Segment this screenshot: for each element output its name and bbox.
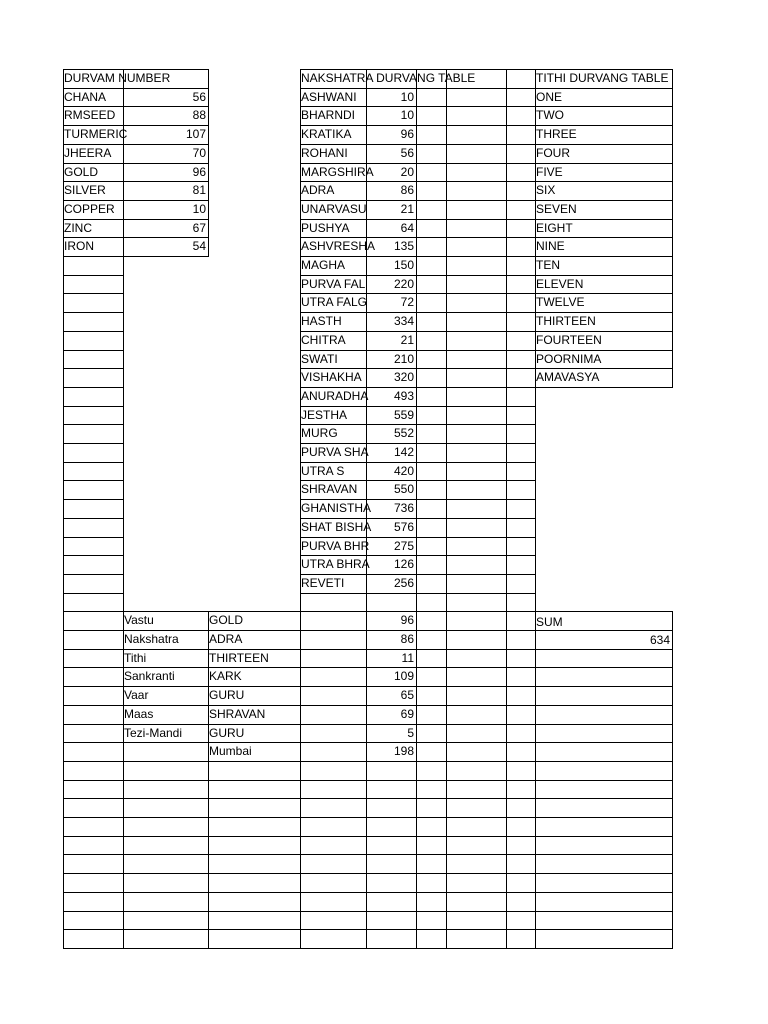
grid-line [300,873,536,874]
nakshatra-header[interactable]: NAKSHATRA DURVANG TABLE [301,71,476,85]
nakshatra-value-cell[interactable]: 86 [400,183,414,197]
summary-value-cell[interactable]: 11 [401,651,414,665]
grid-line [63,742,124,743]
tithi-name-cell[interactable]: EIGHT [536,221,573,235]
summary-item-cell[interactable]: GOLD [209,613,244,627]
grid-line [123,873,301,874]
grid-line [535,667,673,668]
summary-label-cell[interactable]: Tithi [124,651,147,665]
nakshatra-name-cell[interactable]: UNARVASU [301,202,367,216]
nakshatra-name-cell[interactable]: JESTHA [301,408,348,422]
durvam-value-cell[interactable]: 67 [192,221,206,235]
durvam-value-cell[interactable]: 54 [192,239,206,253]
grid-line [63,929,124,930]
nakshatra-value-cell[interactable]: 420 [393,464,414,478]
nakshatra-value-cell[interactable]: 493 [393,389,414,403]
nakshatra-value-cell[interactable]: 320 [393,370,414,384]
nakshatra-name-cell[interactable]: UTRA S [301,464,345,478]
nakshatra-value-cell[interactable]: 96 [400,127,414,141]
grid-line [63,724,124,725]
durvam-name-cell[interactable]: IRON [64,239,94,253]
tithi-name-cell[interactable]: TWELVE [536,295,585,309]
grid-line [63,630,124,631]
nakshatra-name-cell[interactable]: CHITRA [301,333,346,347]
nakshatra-name-cell[interactable]: UTRA FALG [301,295,368,309]
grid-line [535,742,673,743]
grid-line [63,854,124,855]
grid-line [123,892,301,893]
grid-line [63,761,124,762]
summary-item-cell[interactable]: THIRTEEN [209,651,269,665]
nakshatra-name-cell[interactable]: MARGSHIRA [301,165,374,179]
nakshatra-name-cell[interactable]: ROHANI [301,146,348,160]
grid-line [535,649,673,650]
summary-label-cell[interactable]: Vastu [124,613,154,627]
grid-line [300,780,536,781]
summary-item-cell[interactable]: Mumbai [209,744,252,758]
summary-label-cell[interactable]: Sankranti [124,669,175,683]
nakshatra-value-cell[interactable]: 64 [400,221,414,235]
grid-line [535,705,673,706]
grid-line [63,836,124,837]
nakshatra-name-cell[interactable]: SWATI [301,352,338,366]
grid-line [535,892,673,893]
nakshatra-name-cell[interactable]: REVETI [301,576,345,590]
grid-line [300,667,536,668]
grid-line [300,742,536,743]
grid-line [123,911,301,912]
tithi-name-cell[interactable]: FIVE [536,165,563,179]
grid-line [63,499,124,500]
tithi-name-cell[interactable]: AMAVASYA [536,370,600,384]
grid-line [300,649,536,650]
durvam-name-cell[interactable]: COPPER [64,202,115,216]
grid-line [535,929,673,930]
tithi-header[interactable]: TITHI DURVANG TABLE [536,71,669,85]
grid-line [63,462,124,463]
grid-line [535,387,673,388]
summary-item-cell[interactable]: SHRAVAN [209,707,266,721]
grid-line [63,537,124,538]
summary-value-cell[interactable]: 96 [400,613,414,627]
nakshatra-value-cell[interactable]: 150 [393,258,414,272]
nakshatra-value-cell[interactable]: 576 [393,520,414,534]
nakshatra-name-cell[interactable]: HASTH [301,314,342,328]
grid-line [63,611,124,612]
nakshatra-value-cell[interactable]: 736 [393,501,414,515]
grid-line [300,593,536,594]
grid-line [416,69,417,949]
grid-line [300,761,536,762]
summary-value-cell[interactable]: 198 [393,744,414,758]
grid-line [300,817,536,818]
durvam-name-cell[interactable]: GOLD [64,165,99,179]
nakshatra-value-cell[interactable]: 20 [400,165,414,179]
nakshatra-name-cell[interactable]: ASHWANI [301,90,357,104]
nakshatra-name-cell[interactable]: SHAT BISHA [301,520,372,534]
nakshatra-name-cell[interactable]: PUSHYA [301,221,350,235]
grid-line [123,929,301,930]
grid-line [535,724,673,725]
grid-line [63,368,124,369]
durvam-name-cell[interactable]: ZINC [64,221,92,235]
summary-value-cell[interactable]: 5 [407,726,414,740]
grid-line [63,780,124,781]
grid-line [123,256,209,257]
nakshatra-value-cell[interactable]: 21 [400,202,414,216]
grid-line [535,798,673,799]
summary-value-cell[interactable]: 65 [400,688,414,702]
grid-line [63,331,124,332]
durvam-value-cell[interactable]: 56 [192,90,206,104]
tithi-name-cell[interactable]: ELEVEN [536,277,584,291]
grid-line [208,69,209,257]
grid-line [300,798,536,799]
nakshatra-value-cell[interactable]: 10 [400,108,414,122]
grid-line [63,593,124,594]
durvam-value-cell[interactable]: 107 [185,127,206,141]
grid-line [63,293,124,294]
nakshatra-name-cell[interactable]: PURVA FAL [301,277,366,291]
nakshatra-name-cell[interactable]: KRATIKA [301,127,352,141]
nakshatra-value-cell[interactable]: 256 [393,576,414,590]
grid-line [446,69,447,949]
grid-line [63,873,124,874]
nakshatra-value-cell[interactable]: 334 [393,314,414,328]
tithi-name-cell[interactable]: THREE [536,127,577,141]
nakshatra-value-cell[interactable]: 559 [393,408,414,422]
grid-line [672,69,673,388]
nakshatra-value-cell[interactable]: 21 [400,333,414,347]
nakshatra-value-cell[interactable]: 135 [393,239,414,253]
grid-line [123,817,301,818]
nakshatra-value-cell[interactable]: 550 [393,482,414,496]
grid-line [535,817,673,818]
grid-line [63,518,124,519]
grid-line [63,817,124,818]
tithi-name-cell[interactable]: SIX [536,183,556,197]
tithi-name-cell[interactable]: NINE [536,239,565,253]
sum-label[interactable]: SUM [536,615,563,629]
summary-item-cell[interactable]: GURU [209,726,245,740]
tithi-name-cell[interactable]: THIRTEEN [536,314,596,328]
grid-line [300,929,536,930]
nakshatra-value-cell[interactable]: 10 [400,90,414,104]
grid-line [63,686,124,687]
nakshatra-value-cell[interactable]: 275 [393,539,414,553]
grid-line [672,611,673,949]
grid-line [63,892,124,893]
grid-line [63,443,124,444]
durvam-value-cell[interactable]: 70 [192,146,206,160]
grid-line [535,911,673,912]
grid-line [300,892,536,893]
tithi-name-cell[interactable]: TWO [536,108,564,122]
nakshatra-value-cell[interactable]: 220 [393,277,414,291]
grid-line [63,350,124,351]
nakshatra-value-cell[interactable]: 56 [400,146,414,160]
summary-label-cell[interactable]: Maas [124,707,154,721]
summary-value-cell[interactable]: 109 [393,669,414,683]
grid-line [300,686,536,687]
nakshatra-name-cell[interactable]: BHARNDI [301,108,356,122]
grid-line [535,611,673,612]
summary-value-cell[interactable]: 69 [400,707,414,721]
grid-line [535,761,673,762]
durvam-header[interactable]: DURVAM NUMBER [64,71,171,85]
grid-line [63,256,124,257]
summary-item-cell[interactable]: KARK [209,669,242,683]
grid-line [535,948,673,949]
grid-line [300,911,536,912]
durvam-name-cell[interactable]: JHEERA [64,146,112,160]
summary-value-cell[interactable]: 86 [400,632,414,646]
grid-line [63,948,124,949]
summary-label-cell[interactable]: Vaar [124,688,149,702]
grid-line [63,798,124,799]
nakshatra-value-cell[interactable]: 210 [393,352,414,366]
grid-line [63,555,124,556]
grid-line [535,780,673,781]
grid-line [506,69,507,949]
durvam-name-cell[interactable]: SILVER [64,183,106,197]
tithi-name-cell[interactable]: POORNIMA [536,352,602,366]
grid-line [63,424,124,425]
tithi-name-cell[interactable]: FOURTEEN [536,333,602,347]
durvam-value-cell[interactable]: 10 [192,202,206,216]
nakshatra-name-cell[interactable]: UTRA BHRA [301,557,370,571]
grid-line [63,911,124,912]
durvam-name-cell[interactable]: TURMERIC [64,127,128,141]
nakshatra-name-cell[interactable]: ANURADHA [301,389,369,403]
grid-line [535,873,673,874]
grid-line [300,630,536,631]
grid-line [123,798,301,799]
grid-line [63,275,124,276]
grid-line [63,649,124,650]
grid-line [300,611,536,612]
sum-value[interactable]: 634 [649,633,670,647]
grid-line [63,312,124,313]
tithi-name-cell[interactable]: SEVEN [536,202,577,216]
nakshatra-value-cell[interactable]: 126 [393,557,414,571]
summary-label-cell[interactable]: Tezi-Mandi [124,726,183,740]
summary-label-cell[interactable] [123,742,208,760]
durvam-name-cell[interactable]: RMSEED [64,108,116,122]
nakshatra-value-cell[interactable]: 72 [400,295,414,309]
grid-line [123,761,301,762]
nakshatra-name-cell[interactable]: PURVA BHR [301,539,370,553]
grid-line [63,574,124,575]
summary-label-cell[interactable]: Nakshatra [124,632,179,646]
grid-line [300,724,536,725]
grid-line [63,480,124,481]
grid-line [123,836,301,837]
grid-line [63,387,124,388]
durvam-name-cell[interactable]: CHANA [64,90,107,104]
nakshatra-name-cell[interactable]: VISHAKHA [301,370,362,384]
grid-line [63,406,124,407]
durvam-value-cell[interactable]: 88 [192,108,206,122]
nakshatra-name-cell[interactable]: PURVA SHA [301,445,369,459]
tithi-name-cell[interactable]: FOUR [536,146,570,160]
grid-line [300,948,536,949]
nakshatra-name-cell[interactable]: MAGHA [301,258,346,272]
grid-line [63,705,124,706]
grid-line [535,686,673,687]
grid-line [123,854,301,855]
grid-line [300,836,536,837]
grid-line [535,836,673,837]
summary-item-cell[interactable]: GURU [209,688,245,702]
durvam-value-cell[interactable]: 96 [192,165,206,179]
tithi-name-cell[interactable]: ONE [536,90,563,104]
summary-item-cell[interactable]: ADRA [209,632,243,646]
grid-line [123,780,301,781]
nakshatra-name-cell[interactable]: ASHVRESHA [301,239,376,253]
tithi-name-cell[interactable]: TEN [536,258,560,272]
nakshatra-name-cell[interactable]: GHANISTHA [301,501,372,515]
nakshatra-name-cell[interactable]: MURG [301,426,338,440]
grid-line [300,854,536,855]
nakshatra-name-cell[interactable]: ADRA [301,183,335,197]
nakshatra-value-cell[interactable]: 552 [393,426,414,440]
grid-line [300,705,536,706]
grid-line [123,948,301,949]
nakshatra-name-cell[interactable]: SHRAVAN [301,482,358,496]
grid-line [535,854,673,855]
grid-line [63,667,124,668]
durvam-value-cell[interactable]: 81 [192,183,206,197]
nakshatra-value-cell[interactable]: 142 [393,445,414,459]
